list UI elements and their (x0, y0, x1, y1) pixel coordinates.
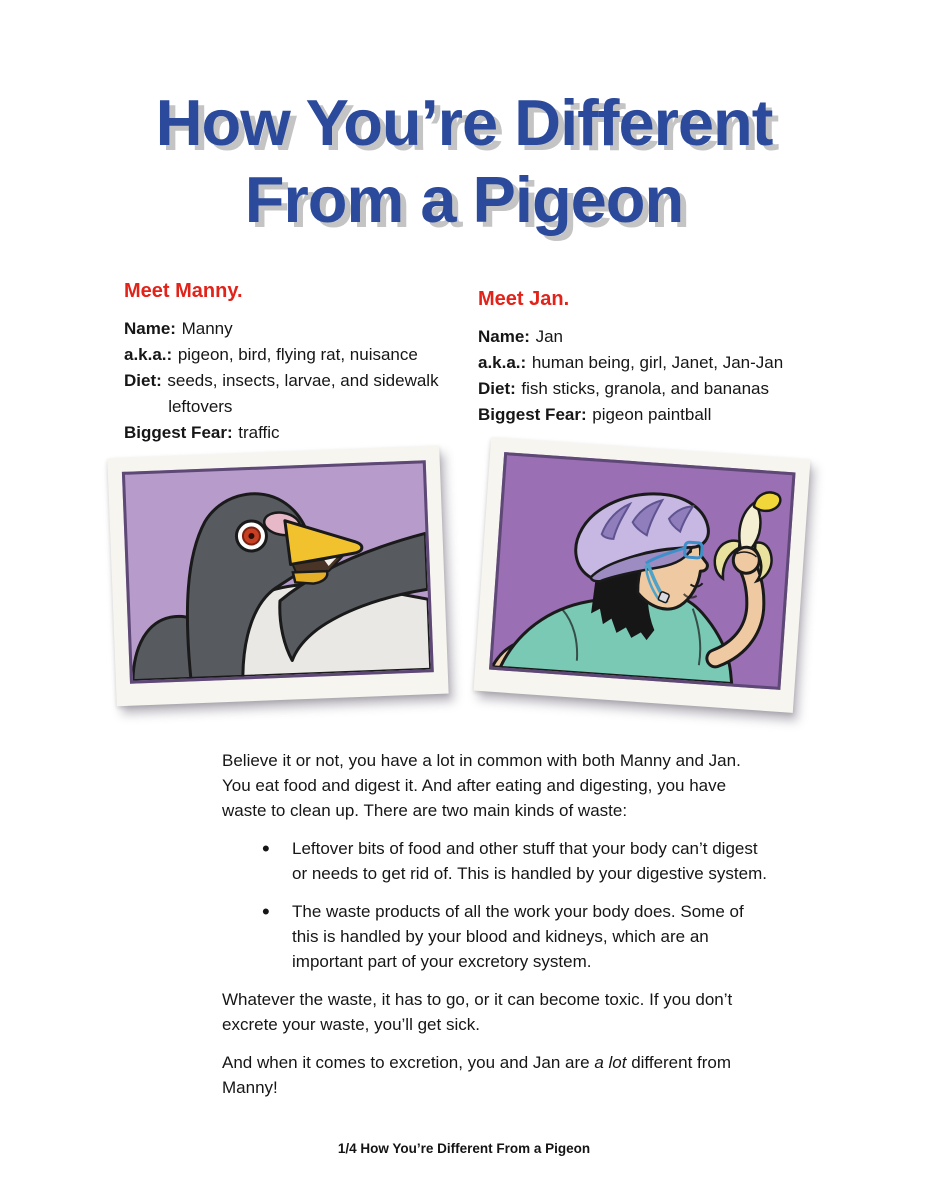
jan-profile (478, 288, 842, 428)
closing-emphasis: a lot (594, 1053, 627, 1072)
toxic-paragraph: Whatever the waste, it has to go, or it can become toxic. If you don’t excrete your waste, you’ll get sick. (222, 990, 733, 1034)
field-label: Biggest Fear: (478, 405, 587, 424)
manny-field-aka (124, 342, 476, 368)
waste-list (222, 836, 770, 974)
closing-pre: And when it comes to excretion, you and Jan are (222, 1053, 595, 1072)
field-value: Jan (535, 327, 563, 346)
field-label: Diet: (124, 371, 162, 390)
list-item-digestive: • Leftover bits of food and other stuff that your body can’t digest or needs to get rid of. This is handled by your digestive system. (222, 836, 770, 886)
field-value: traffic (238, 423, 280, 442)
field-value: seeds, insects, larvae, and sidewalk leftovers (167, 371, 439, 416)
jan-field-name (478, 324, 842, 350)
jan-photo (489, 452, 795, 690)
jan-photo-frame (474, 437, 811, 713)
field-value: pigeon, bird, flying rat, nuisance (177, 345, 418, 364)
jan-field-aka (478, 350, 842, 376)
jan-heading: Meet Jan. (478, 288, 570, 310)
field-label: Biggest Fear: (124, 423, 233, 442)
field-label: Name: (124, 319, 176, 338)
manny-heading: Meet Manny. (124, 280, 243, 302)
closing-paragraph (222, 1050, 770, 1100)
pigeon-illustration (125, 463, 431, 680)
jan-field-fear (478, 402, 842, 428)
page-footer: 1/4 How You’re Different From a Pigeon (337, 1141, 591, 1156)
field-label: Diet: (478, 379, 516, 398)
page-title (0, 84, 928, 238)
body-text (222, 748, 770, 1113)
field-value: pigeon paintball (592, 405, 712, 424)
manny-field-name (124, 316, 476, 342)
manny-field-fear (124, 420, 476, 446)
jan-field-diet (478, 376, 842, 402)
closing-post: different from Manny! (222, 1053, 732, 1097)
field-label: a.k.a.: (124, 345, 173, 364)
page-title-line1: How You’re Different (155, 86, 773, 159)
intro-paragraph: Believe it or not, you have a lot in common with both Manny and Jan. You eat food and digest it. And after eating and digesting, you have waste to clean up. There are two main kinds of waste: (222, 751, 741, 820)
field-value: Manny (181, 319, 233, 338)
jan-illustration (492, 455, 792, 686)
field-label: a.k.a.: (478, 353, 527, 372)
field-label: Name: (478, 327, 530, 346)
page-title-line2: From a Pigeon (244, 163, 684, 236)
field-value: fish sticks, granola, and bananas (521, 379, 769, 398)
list-item-excretory: • The waste products of all the work your body does. Some of this is handled by your blood and kidneys, which are an important part of your excretory system. (222, 899, 770, 974)
manny-photo (122, 460, 434, 684)
field-value: human being, girl, Janet, Jan-Jan (531, 353, 784, 372)
manny-photo-frame (107, 446, 448, 707)
manny-field-diet (124, 368, 476, 420)
manny-profile (124, 280, 476, 446)
